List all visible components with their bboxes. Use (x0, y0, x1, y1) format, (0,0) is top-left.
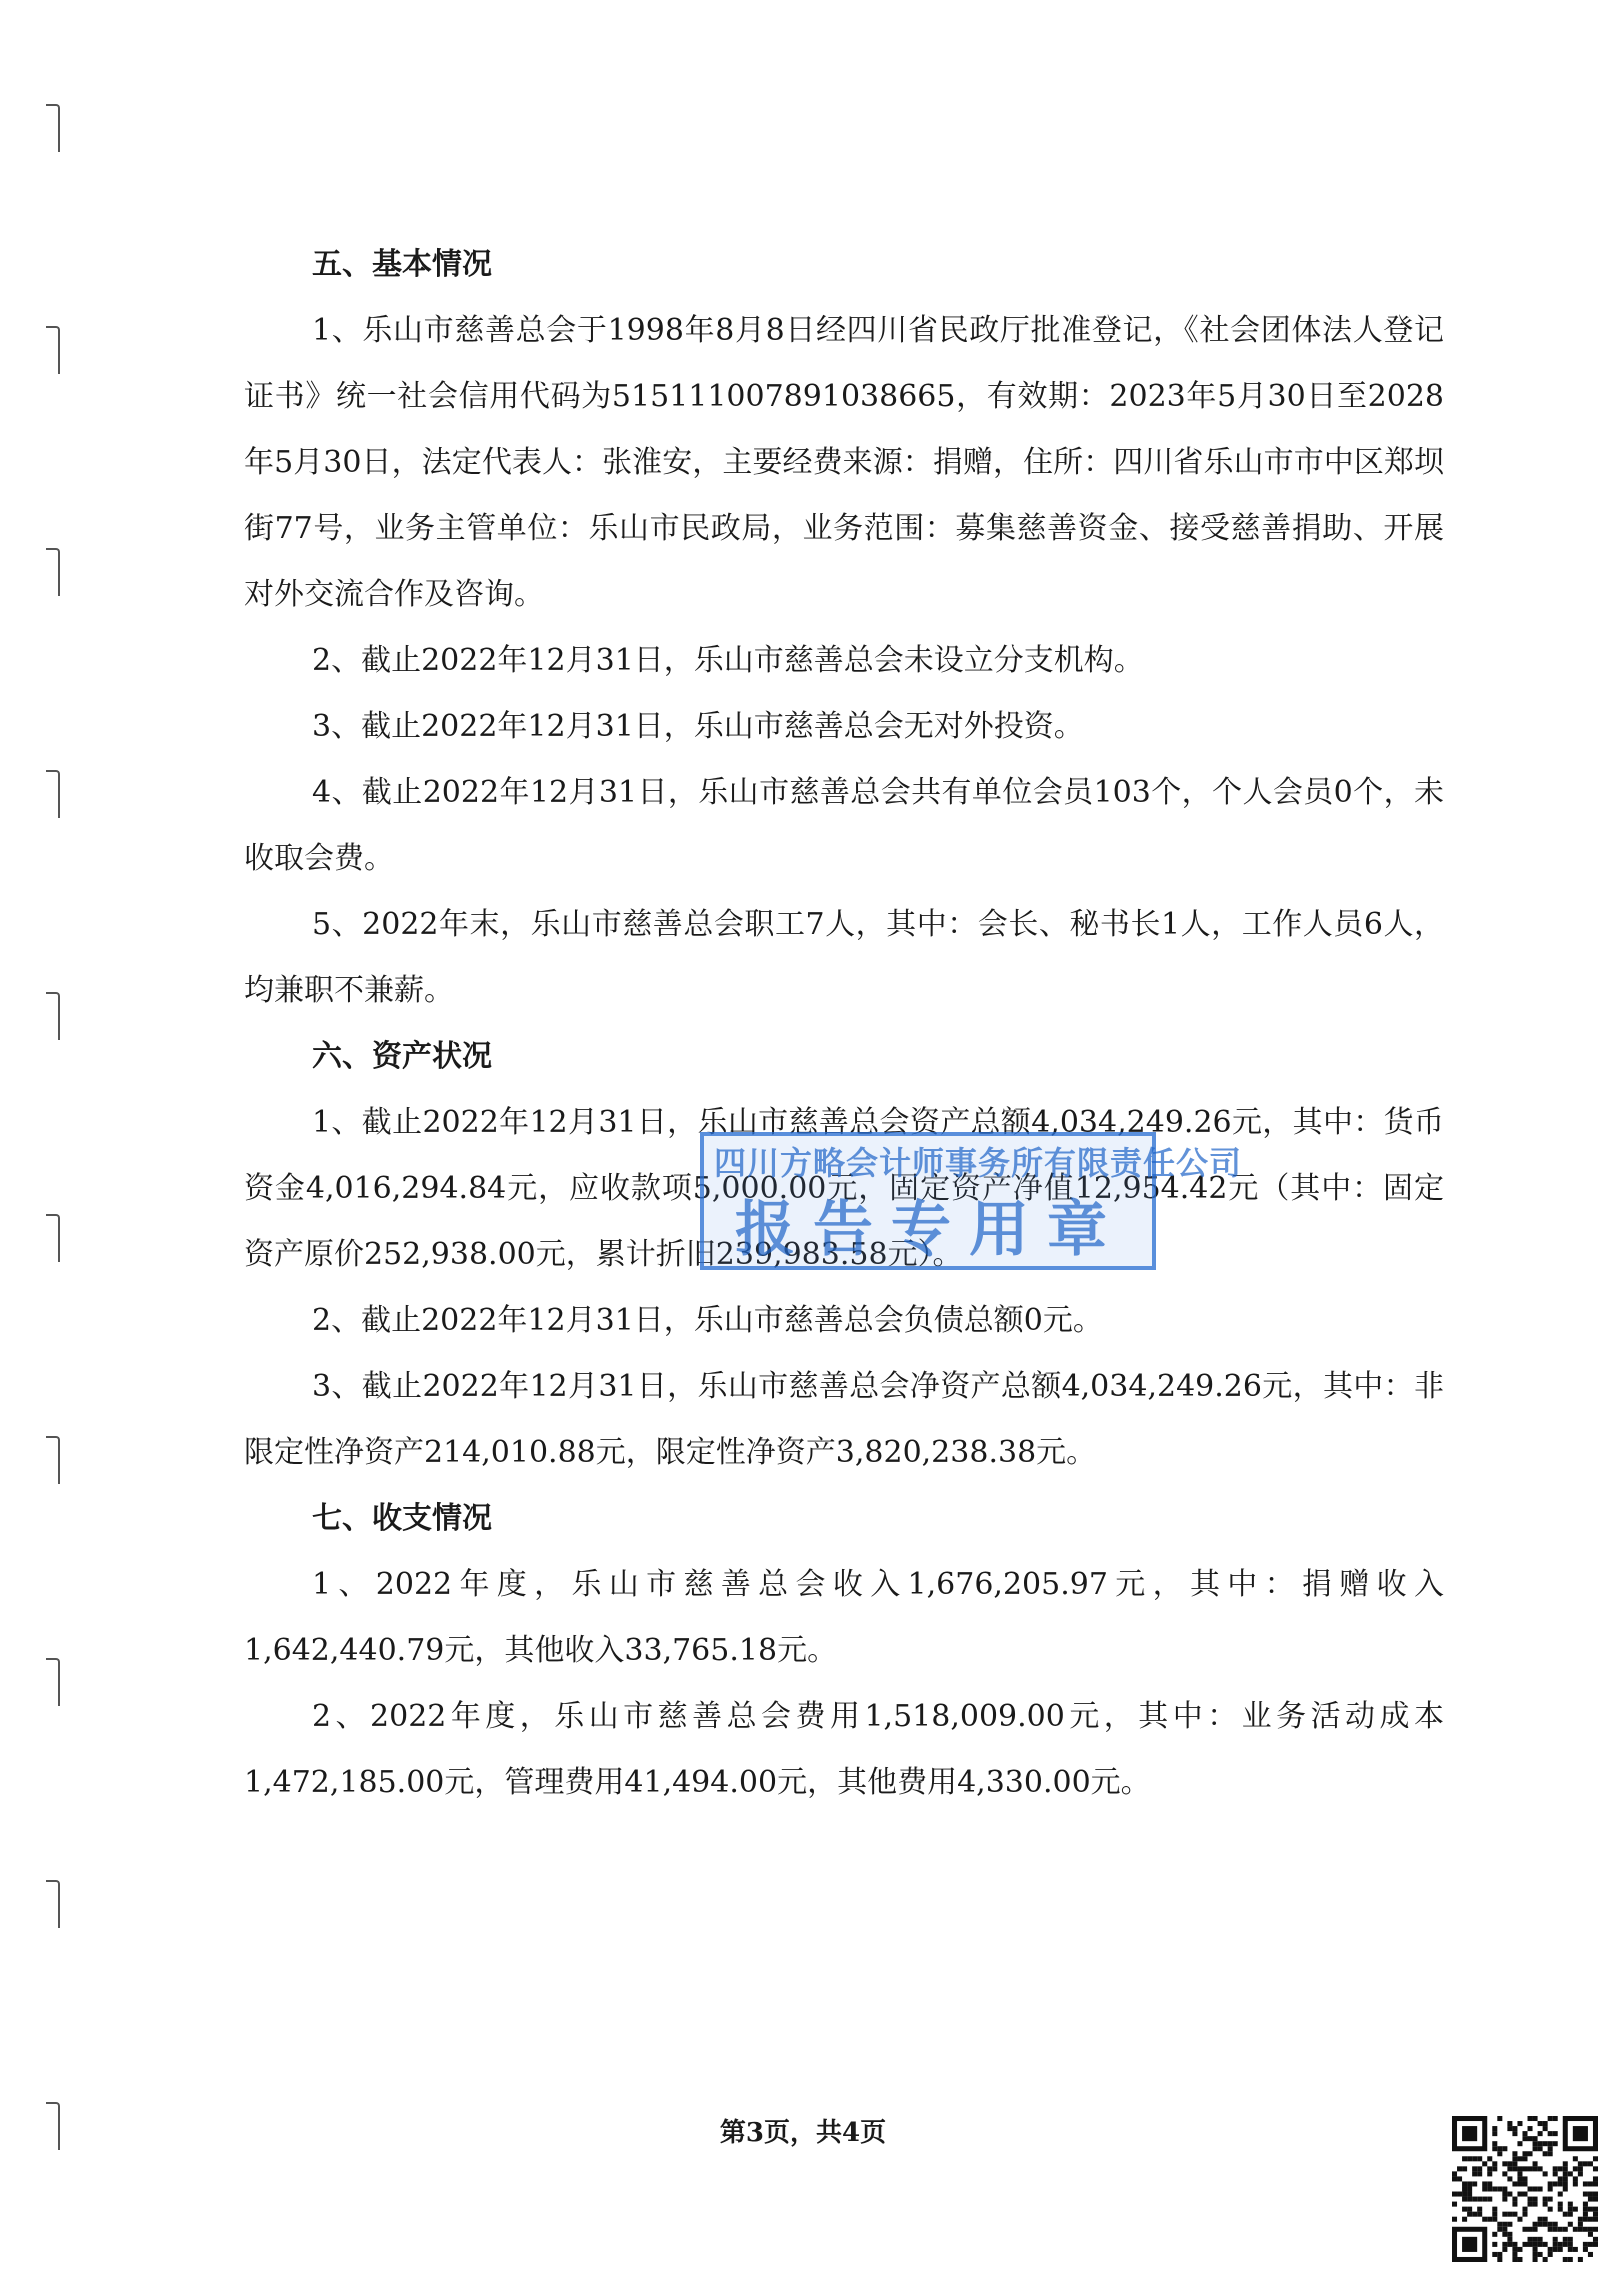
paragraph: 2、2022年度，乐山市慈善总会费用1,518,009.00元，其中：业务活动成本1,472,185.00元，管理费用41,494.00元，其他费用4,330.00元。 (244, 1699, 1444, 1800)
paragraph: 5、2022年末，乐山市慈善总会职工7人，其中：会长、秘书长1人，工作人员6人，均兼职不兼薪。 (244, 907, 1444, 1008)
binding-mark (46, 1880, 60, 1928)
paragraph: 1、2022年度，乐山市慈善总会收入1,676,205.97元，其中：捐赠收入1,642,440.79元，其他收入33,765.18元。 (244, 1567, 1444, 1668)
paragraph: 3、截止2022年12月31日，乐山市慈善总会无对外投资。 (312, 709, 1084, 744)
paragraph: 3、截止2022年12月31日，乐山市慈善总会净资产总额4,034,249.26元，其中：非限定性净资产214,010.88元，限定性净资产3,820,238.38元。 (244, 1369, 1444, 1470)
stamp-title: 报告专用章 (735, 1195, 1125, 1265)
stamp-firm-name: 四川方略会计师事务所有限责任公司 (714, 1144, 1243, 1182)
section-heading-assets: 六、资产状况 (312, 1039, 492, 1074)
paragraph: 1、乐山市慈善总会于1998年8月8日经四川省民政厅批准登记，《社会团体法人登记证书》统一社会信用代码为515111007891038665，有效期：2023年5月30日至2028年5月30日，法定代表人：张淮安，主要经费来源：捐赠，住所：四川省乐山市市中区郑坝街77号，业务主管单位：乐山市民政局，业务范围：募集慈善资金、接受慈善捐助、开展对外交流合作及咨询。 (244, 313, 1444, 612)
binding-mark (46, 992, 60, 1040)
document-body (244, 232, 1444, 1816)
section-heading-basic-info: 五、基本情况 (312, 247, 492, 282)
binding-mark (46, 1436, 60, 1484)
paragraph: 4、截止2022年12月31日，乐山市慈善总会共有单位会员103个，个人会员0个，未收取会费。 (244, 775, 1444, 876)
paragraph: 1、截止2022年12月31日，乐山市慈善总会资产总额4,034,249.26元，其中：货币资金4,016,294.84元，应收款项5,000.00元，固定资产净值12,954.42元（其中：固定资产原价252,938.00元，累计折旧239,983.58元）。 (244, 1105, 1444, 1272)
paragraph: 2、截止2022年12月31日，乐山市慈善总会未设立分支机构。 (312, 643, 1144, 678)
binding-mark (46, 1658, 60, 1706)
section-heading-income-expense: 七、收支情况 (312, 1501, 492, 1536)
binding-mark (46, 104, 60, 152)
binding-mark (46, 326, 60, 374)
paragraph: 2、截止2022年12月31日，乐山市慈善总会负债总额0元。 (312, 1303, 1103, 1338)
binding-mark (46, 548, 60, 596)
qr-code-icon (1452, 2116, 1598, 2262)
page-number: 第3页，共4页 (719, 2118, 887, 2148)
binding-mark (46, 770, 60, 818)
binding-mark (46, 1214, 60, 1262)
